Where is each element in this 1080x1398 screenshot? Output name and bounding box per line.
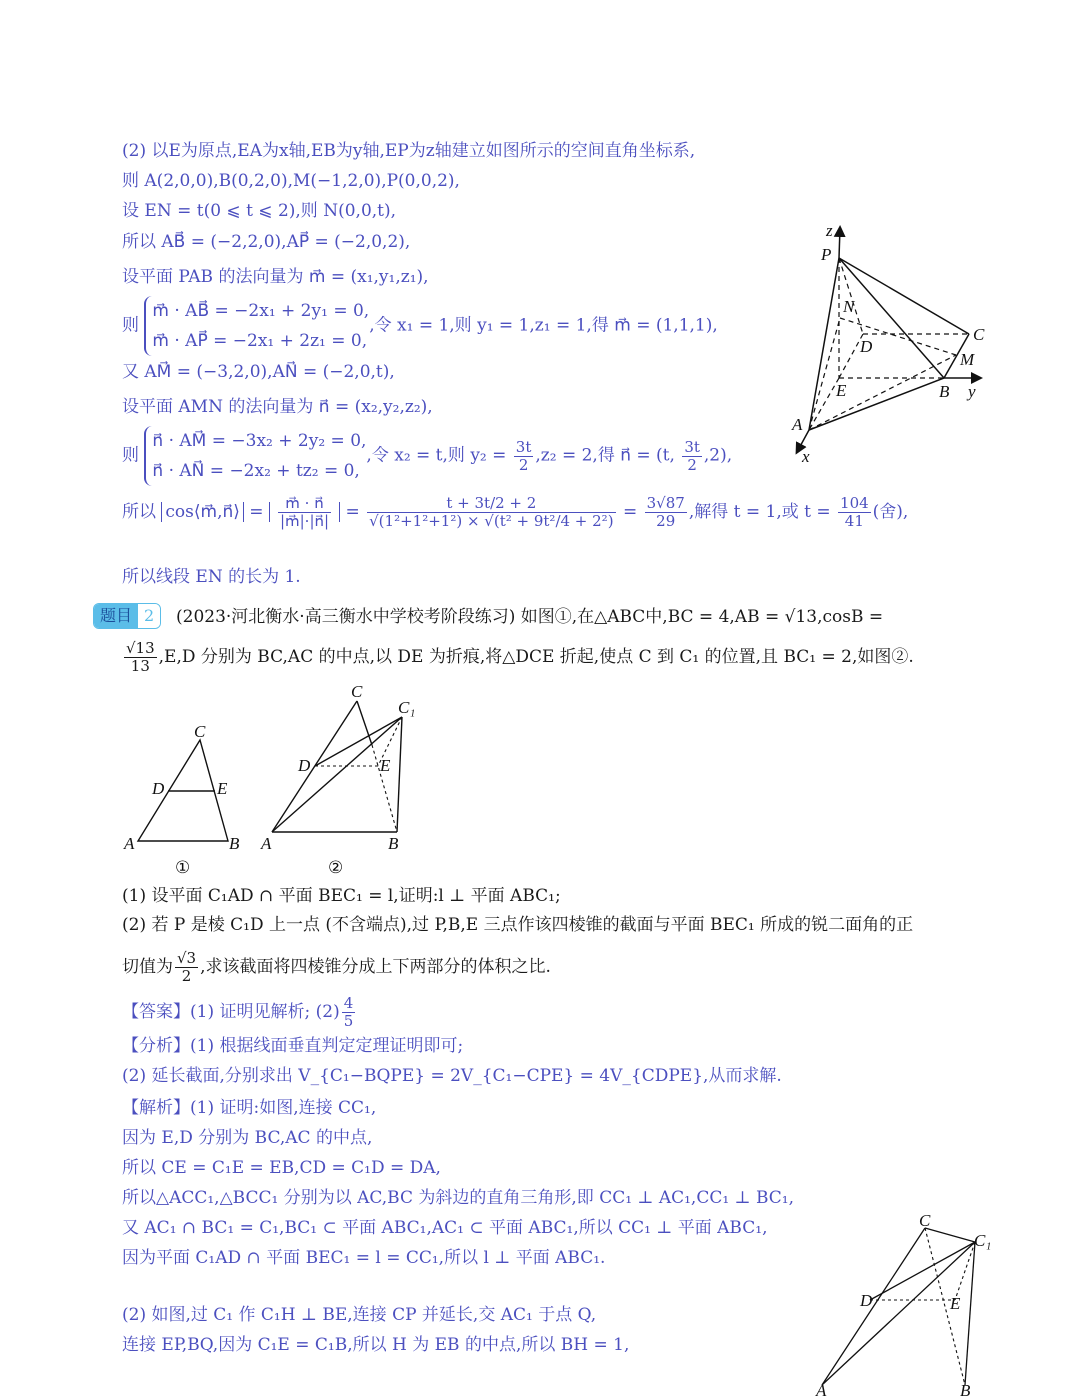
equation: m⃗ · AP⃗ = −2x₁ + 2z₁ = 0, [152,331,368,351]
abs-cos: cos⟨m⃗,n⃗⟩ [161,502,243,522]
label-D: D [860,337,873,356]
text: ,E,D 分别为 BC,AC 的中点,以 DE 为折痕,将△DCE 折起,使点 C 到 C₁ 的位置,且 BC₁ = 2,如图②. [158,647,914,667]
denominator: |m⃗|·|n⃗| [279,512,330,530]
label-y: y [968,382,976,401]
label-M: M [960,350,975,369]
caption-2: ② [328,858,344,877]
denominator: 2 [687,455,697,474]
label-A: A [261,834,272,853]
label-z: z [826,221,833,240]
label-B: B [939,382,950,401]
label-A: A [124,834,135,853]
denominator: √(1²+1²+1²) × √(t² + 9t²/4 + 2²) [369,512,614,530]
text: (舍), [872,502,909,522]
label-D: D [152,779,165,798]
solution-line: 设 EN = t(0 ⩽ t ⩽ 2),则 N(0,0,t), [122,201,397,221]
solution-line: 所以△ACC₁,△BCC₁ 分别为以 AC,BC 为斜边的直角三角形,即 CC₁ ⊥ AC₁,CC₁ ⊥ BC₁, [122,1188,794,1208]
label-E: E [836,381,847,400]
label-N: N [843,297,855,316]
text: ,令 x₂ = t,则 y₂ = [366,445,507,466]
denominator: 41 [844,512,864,530]
numerator: 4 [343,994,354,1012]
label-C1: C₁ [974,1231,992,1250]
analysis-line: (2) 延长截面,分别求出 V_{C₁−BQPE} = 2V_{C₁−CPE} = 4V_{CDPE},从而求解. [122,1066,782,1086]
label-D: D [860,1291,873,1310]
label-A: A [792,415,803,434]
label-A: A [816,1381,827,1398]
numerator: 3t [684,437,700,456]
denominator: 5 [343,1012,354,1030]
label-B: B [960,1381,971,1398]
numerator: √3 [177,949,197,967]
numerator: m⃗ · n⃗ [278,495,331,513]
label-B: B [229,834,240,853]
text: ,求该截面将四棱锥分成上下两部分的体积之比. [200,957,551,977]
label-B: B [388,834,399,853]
text: 则 [122,315,139,336]
numerator: √13 [126,639,155,657]
caption-1: ① [175,858,191,877]
solution-line: 【解析】(1) 证明:如图,连接 CC₁, [122,1098,377,1118]
solution-line: 又 AM⃗ = (−3,2,0),AN⃗ = (−2,0,t), [122,362,395,382]
text: 所以 [122,502,156,522]
label-D: D [298,756,311,775]
label-C: C [194,722,206,741]
label-C: C [919,1211,931,1230]
equation: n⃗ · AM⃗ = −3x₂ + 2y₂ = 0, [152,431,367,451]
label-E: E [217,779,228,798]
denominator: 29 [656,512,676,530]
text: ,2), [703,445,733,466]
cosine-formula: 所以 cos⟨m⃗,n⃗⟩ = $\frac{m⃗ \cdot n⃗}{|m⃗|\cdot|n⃗|}$ = $\frac{t + 3t/2 + 2}{\text{√(1²+1²+1²) × √(t² + 9t²/4 + 2²)}}$ = $\frac{3√87}{29}$ ,解得 t = 1,或 t = $\frac{104}{41}$ (舍), [122,494,909,530]
label-C: C [973,325,985,344]
label-C: C [351,682,363,701]
solution-line: 所以线段 EN 的长为 1. [122,567,301,587]
question-2: (2) 若 P 是棱 C₁D 上一点 (不含端点),过 P,B,E 三点作该四棱锥的截面与平面 BEC₁ 所成的锐二面角的正 [122,915,914,935]
badge-number: 2 [138,604,160,628]
label-P: P [821,245,832,264]
solution-line: 所以 AB⃗ = (−2,2,0),AP⃗ = (−2,0,2), [122,232,411,252]
text: 【答案】(1) 证明见解析; (2) [122,1002,340,1022]
numerator: 3t [515,437,532,456]
question-1: (1) 设平面 C₁AD ∩ 平面 BEC₁ = l,证明:l ⊥ 平面 ABC₁; [122,886,561,906]
label-C1: C₁ [398,698,416,717]
solution-line: (2) 以E为原点,EA为x轴,EB为y轴,EP为z轴建立如图所示的空间直角坐标系, [122,141,696,161]
numerator: 104 [840,494,869,512]
equation: m⃗ · AB⃗ = −2x₁ + 2y₁ = 0, [152,301,370,321]
numerator: 3√87 [646,494,685,512]
text: ,解得 t = 1,或 t = [688,502,831,522]
solution-line: 设平面 AMN 的法向量为 n⃗ = (x₂,y₂,z₂), [122,397,433,417]
solution-line: 所以 CE = C₁E = EB,CD = C₁D = DA, [122,1158,441,1178]
solution-line: 则 A(2,0,0),B(0,2,0),M(−1,2,0),P(0,0,2), [122,171,460,191]
denominator: 2 [518,455,529,474]
solution-line: 因为平面 C₁AD ∩ 平面 BEC₁ = l = CC₁,所以 l ⊥ 平面 ABC₁. [122,1248,606,1268]
problem-line: (2023·河北衡水·高三衡水中学校考阶段练习) 如图①,在△ABC中,BC = 4,AB = √13,cosB = [176,607,884,627]
solution-line: 因为 E,D 分别为 BC,AC 的中点, [122,1128,373,1148]
denominator: 2 [181,967,192,985]
label-E: E [380,756,391,775]
solution-line: 连接 EP,BQ,因为 C₁E = C₁B,所以 H 为 EB 的中点,所以 BH = 1, [122,1335,630,1355]
numerator: t + 3t/2 + 2 [367,495,615,513]
label-x: x [802,447,810,466]
text: ,z₂ = 2,得 n⃗ = (t, [535,445,675,466]
solution-line: 又 AC₁ ∩ BC₁ = C₁,BC₁ ⊂ 平面 ABC₁,AC₁ ⊂ 平面 ABC₁,所以 CC₁ ⊥ 平面 ABC₁, [122,1218,768,1238]
text: ,令 x₁ = 1,则 y₁ = 1,z₁ = 1,得 m⃗ = (1,1,1), [369,315,718,336]
badge-label: 题目 [94,604,138,628]
text: 切值为 [122,957,173,977]
text: 则 [122,445,139,466]
analysis-line: 【分析】(1) 根据线面垂直判定定理证明即可; [122,1036,464,1056]
equation: n⃗ · AN⃗ = −2x₂ + tz₂ = 0, [152,461,360,481]
solution-line: (2) 如图,过 C₁ 作 C₁H ⊥ BE,连接 CP 并延长,交 AC₁ 于点 Q, [122,1305,597,1325]
denominator: 13 [130,657,150,675]
solution-line: 设平面 PAB 的法向量为 m⃗ = (x₁,y₁,z₁), [122,267,429,287]
label-E: E [950,1294,961,1313]
